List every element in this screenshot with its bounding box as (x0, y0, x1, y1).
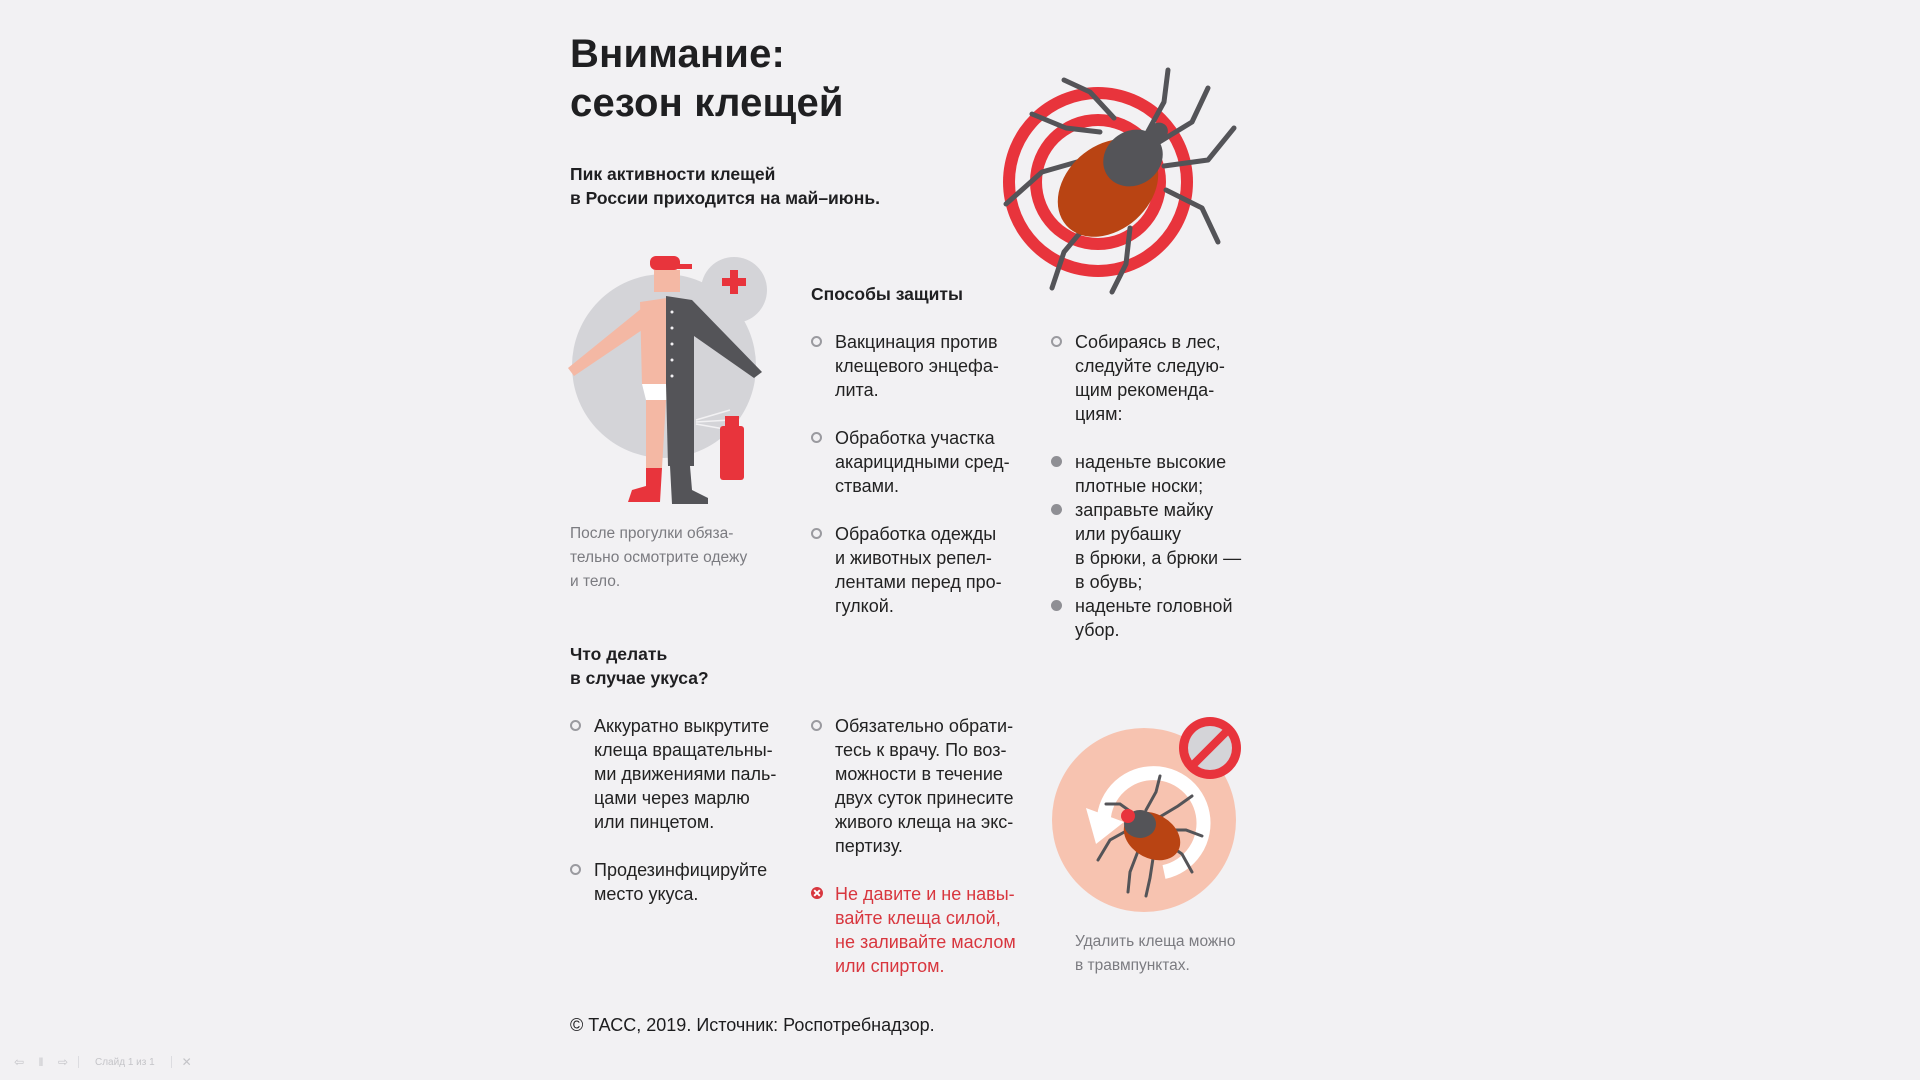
boot-icon (670, 466, 708, 504)
protection-item-area-treatment: Обработка участка акарицидными сред- ствами. (835, 428, 1010, 496)
headline (570, 30, 844, 128)
after-walk-note: После прогулки обяза- тельно осмотрите одежу и тело. (570, 525, 748, 590)
spray-can-icon (720, 426, 744, 480)
slide-counter: Слайд 1 из 1 (95, 1056, 155, 1068)
bullet-ring (811, 336, 822, 347)
headline-line-1: Внимание: (570, 32, 786, 76)
recommendation-tuck-in: заправьте майку или рубашку в брюки, а брюки — в обувь; (1075, 500, 1242, 592)
bullet-ring (811, 528, 822, 539)
close-icon[interactable]: ✕ (181, 1055, 192, 1069)
bullet-dot (1051, 504, 1062, 515)
bite-step-unscrew: Аккуратно выкрутите клеща вращательны- ми движениями паль- цами через марлю или пинцетом. (594, 716, 777, 832)
arrow-right-icon[interactable]: ⇨ (57, 1055, 69, 1069)
protection-heading: Способы защиты (811, 284, 963, 304)
bite-heading: Что делать в случае укуса? (570, 644, 709, 688)
arrow-left-icon[interactable]: ⇦ (13, 1055, 25, 1069)
red-sock-icon (628, 468, 662, 502)
divider (171, 1056, 172, 1068)
bullet-ring (570, 864, 581, 875)
tick-removal-illustration (1046, 712, 1250, 922)
bite-warning: Не давите и не навы- вайте клеща силой, не заливайте маслом или спиртом. (835, 884, 1016, 976)
bullet-ring (811, 720, 822, 731)
slide-controls (12, 1053, 194, 1071)
recommendation-headwear: наденьте головной убор. (1075, 596, 1233, 640)
subtitle (570, 162, 880, 210)
warning-x-icon (811, 887, 823, 899)
bullet-ring (811, 432, 822, 443)
bullet-ring (1051, 336, 1062, 347)
person-spray-illustration (562, 250, 772, 510)
subtitle-line-2: в России приходится на май–июнь. (570, 188, 880, 208)
tick-target-illustration (996, 40, 1252, 296)
subtitle-line-1: Пик активности клещей (570, 164, 776, 184)
bullet-dot (1051, 456, 1062, 467)
recommendation-socks: наденьте высокие плотные носки; (1075, 452, 1227, 496)
no-sign-icon (1179, 717, 1241, 779)
removal-note: Удалить клеща можно в травмпунктах. (1075, 933, 1236, 974)
copyright: © ТАСС, 2019. Источник: Роспотребнадзор. (570, 1015, 935, 1035)
bite-step-disinfect: Продезинфицируйте место укуса. (594, 860, 768, 904)
bullet-ring (570, 720, 581, 731)
protection-item-vaccination: Вакцинация против клещевого энцефа- лита. (835, 332, 999, 400)
pause-icon[interactable]: ‖ (38, 1055, 44, 1069)
divider (78, 1056, 79, 1068)
bullet-dot (1051, 600, 1062, 611)
protection-item-repellents: Обработка одежды и животных репел- лентами перед про- гулкой. (835, 524, 1002, 616)
bite-step-doctor: Обязательно обрати- тесь к врачу. По воз- можности в течение двух суток принесите живого клеща на экс- пертизу. (835, 716, 1014, 856)
headline-line-2: сезон клещей (570, 81, 844, 125)
forest-recommendations-intro: Собираясь в лес, следуйте следую- щим рекоменда- циям: (1075, 332, 1225, 424)
